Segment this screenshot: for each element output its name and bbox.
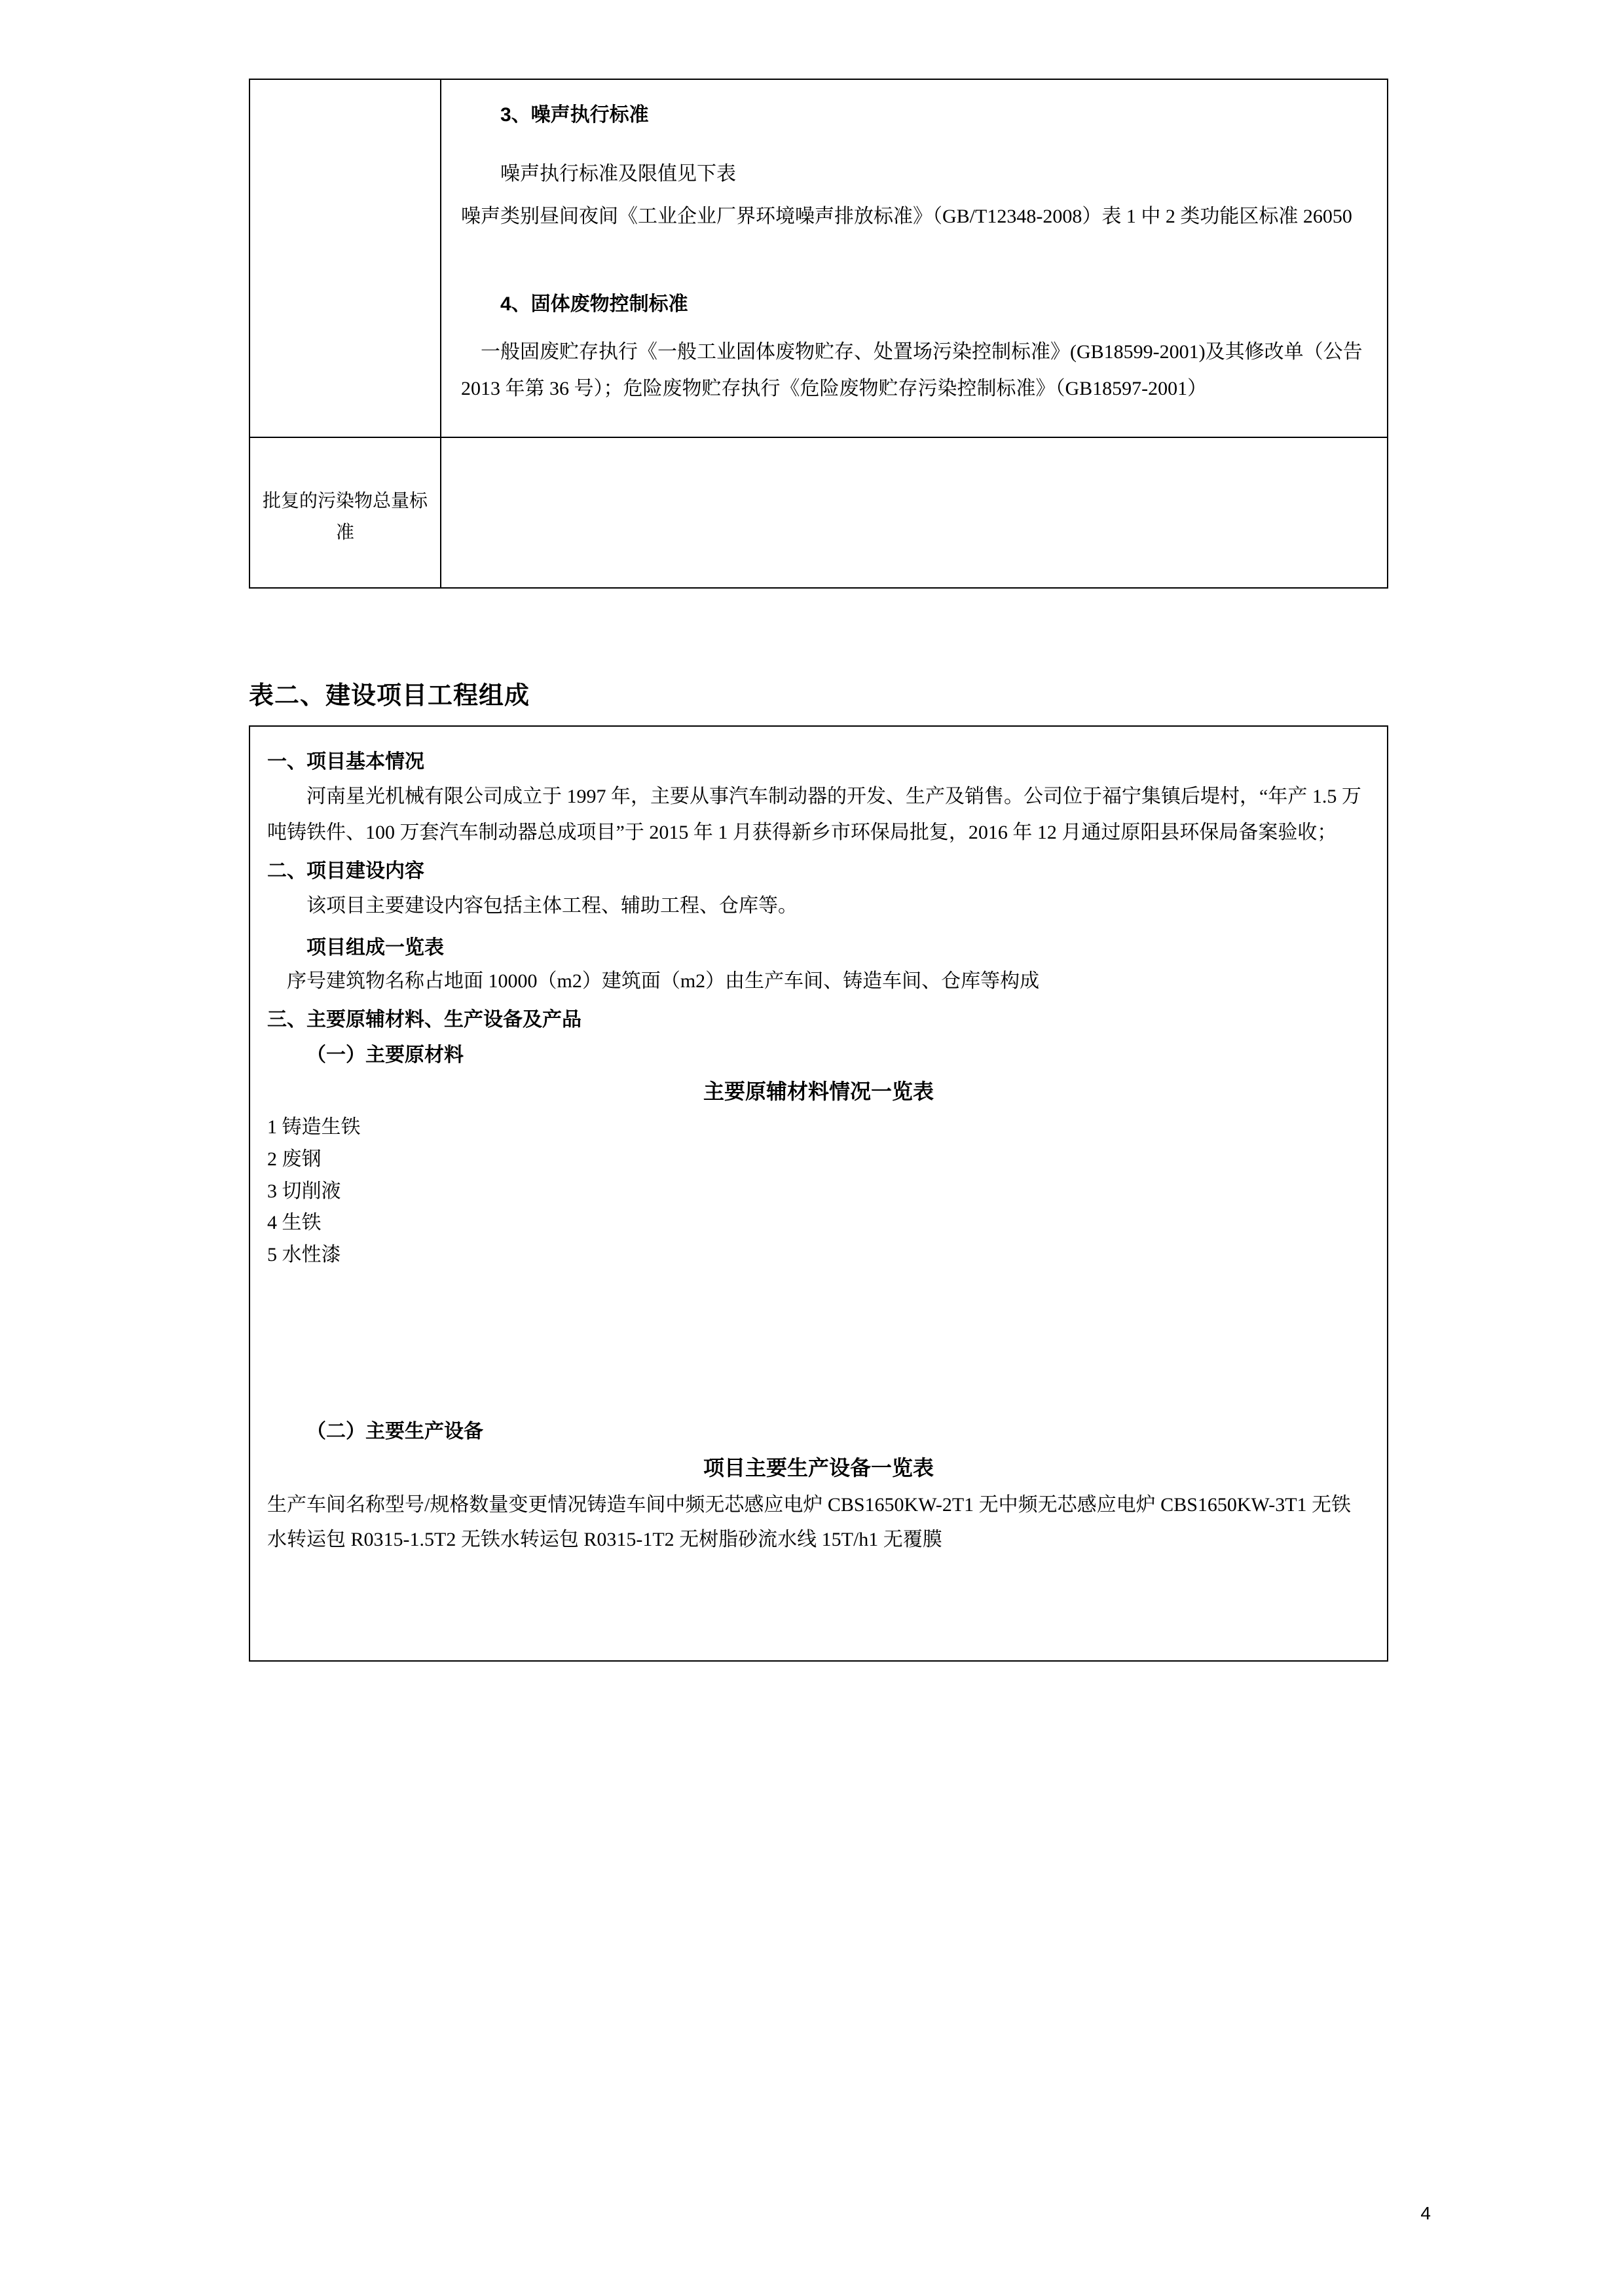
paragraph-construction-content: 该项目主要建设内容包括主体工程、辅助工程、仓库等。 bbox=[306, 895, 798, 917]
heading-construction-content: 二、项目建设内容 bbox=[267, 860, 424, 883]
row-content-cell bbox=[441, 79, 1388, 437]
solid-waste-detail: 一般固废贮存执行《一般工业固体废物贮存、处置场污染控制标准》(GB18599-2001)及其修改单（公告 2013 年第 36 号）；危险废物贮存执行《危险废物贮存污染控制标准》（GB18597-2001） bbox=[461, 341, 1363, 399]
solid-waste-heading: 4、固体废物控制标准 bbox=[500, 293, 688, 315]
list-item: 1 铸造生铁 bbox=[267, 1116, 361, 1139]
total-amount-content-cell bbox=[441, 437, 1388, 588]
page-title: 表二、建设项目工程组成 bbox=[249, 682, 530, 710]
table-row bbox=[249, 79, 1388, 437]
paragraph-composition-list: 序号建筑物名称占地面 10000（m2）建筑面（m2）由生产车间、铸造车间、仓库等构成 bbox=[287, 970, 1040, 992]
standards-table bbox=[249, 79, 1388, 589]
total-amount-label-text: 批复的污染物总量标准 bbox=[262, 490, 428, 542]
heading-basic-info: 一、项目基本情况 bbox=[267, 751, 424, 773]
total-amount-content bbox=[441, 438, 1387, 481]
table-title-equipment: 项目主要生产设备一览表 bbox=[703, 1456, 934, 1480]
list-item: 3 切削液 bbox=[267, 1180, 341, 1202]
table-title-materials: 主要原辅材料情况一览表 bbox=[703, 1080, 934, 1104]
standards-content bbox=[441, 80, 1387, 437]
list-item: 4 生铁 bbox=[267, 1212, 322, 1234]
list-item: 2 废钢 bbox=[267, 1148, 322, 1170]
paragraph-basic-info: 河南星光机械有限公司成立于 1997 年，主要从事汽车制动器的开发、生产及销售。公司位于福宁集镇后堤村，“年产 1.5 万吨铸铁件、100 万套汽车制动器总成项目”于 2015 年 1 月获得新乡市环保局批复，2016 年 12 月通过原阳县环保局备案验收； bbox=[267, 786, 1361, 843]
row-label-cell bbox=[249, 79, 441, 437]
subheading-composition-list: 项目组成一览表 bbox=[306, 936, 444, 958]
row-label-text bbox=[250, 80, 440, 114]
blank-space bbox=[267, 1271, 1370, 1408]
noise-standard-detail: 噪声类别昼间夜间《工业企业厂界环境噪声排放标准》（GB/T12348-2008）表 1 中 2 类功能区标准 26050 bbox=[461, 206, 1352, 227]
noise-standard-note: 噪声执行标准及限值见下表 bbox=[500, 162, 736, 185]
paragraph-equipment-list: 生产车间名称型号/规格数量变更情况铸造车间中频无芯感应电炉 CBS1650KW-2T1 无中频无芯感应电炉 CBS1650KW-3T1 无铁水转运包 R0315-1.5T2 无铁水转运包 R0315-1T2 无树脂砂流水线 15T/h1 无覆膜 bbox=[267, 1494, 1352, 1550]
table-row bbox=[249, 437, 1388, 588]
subheading-main-materials: （一）主要原材料 bbox=[306, 1044, 464, 1066]
total-amount-label-cell bbox=[249, 437, 441, 588]
project-composition-box bbox=[249, 725, 1388, 1662]
page-number: 4 bbox=[1420, 2203, 1431, 2223]
list-item: 5 水性漆 bbox=[267, 1243, 341, 1266]
noise-standard-heading: 3、噪声执行标准 bbox=[500, 104, 649, 126]
subheading-main-equipment: （二）主要生产设备 bbox=[306, 1421, 483, 1443]
heading-materials-equipment: 三、主要原辅材料、生产设备及产品 bbox=[267, 1009, 581, 1031]
